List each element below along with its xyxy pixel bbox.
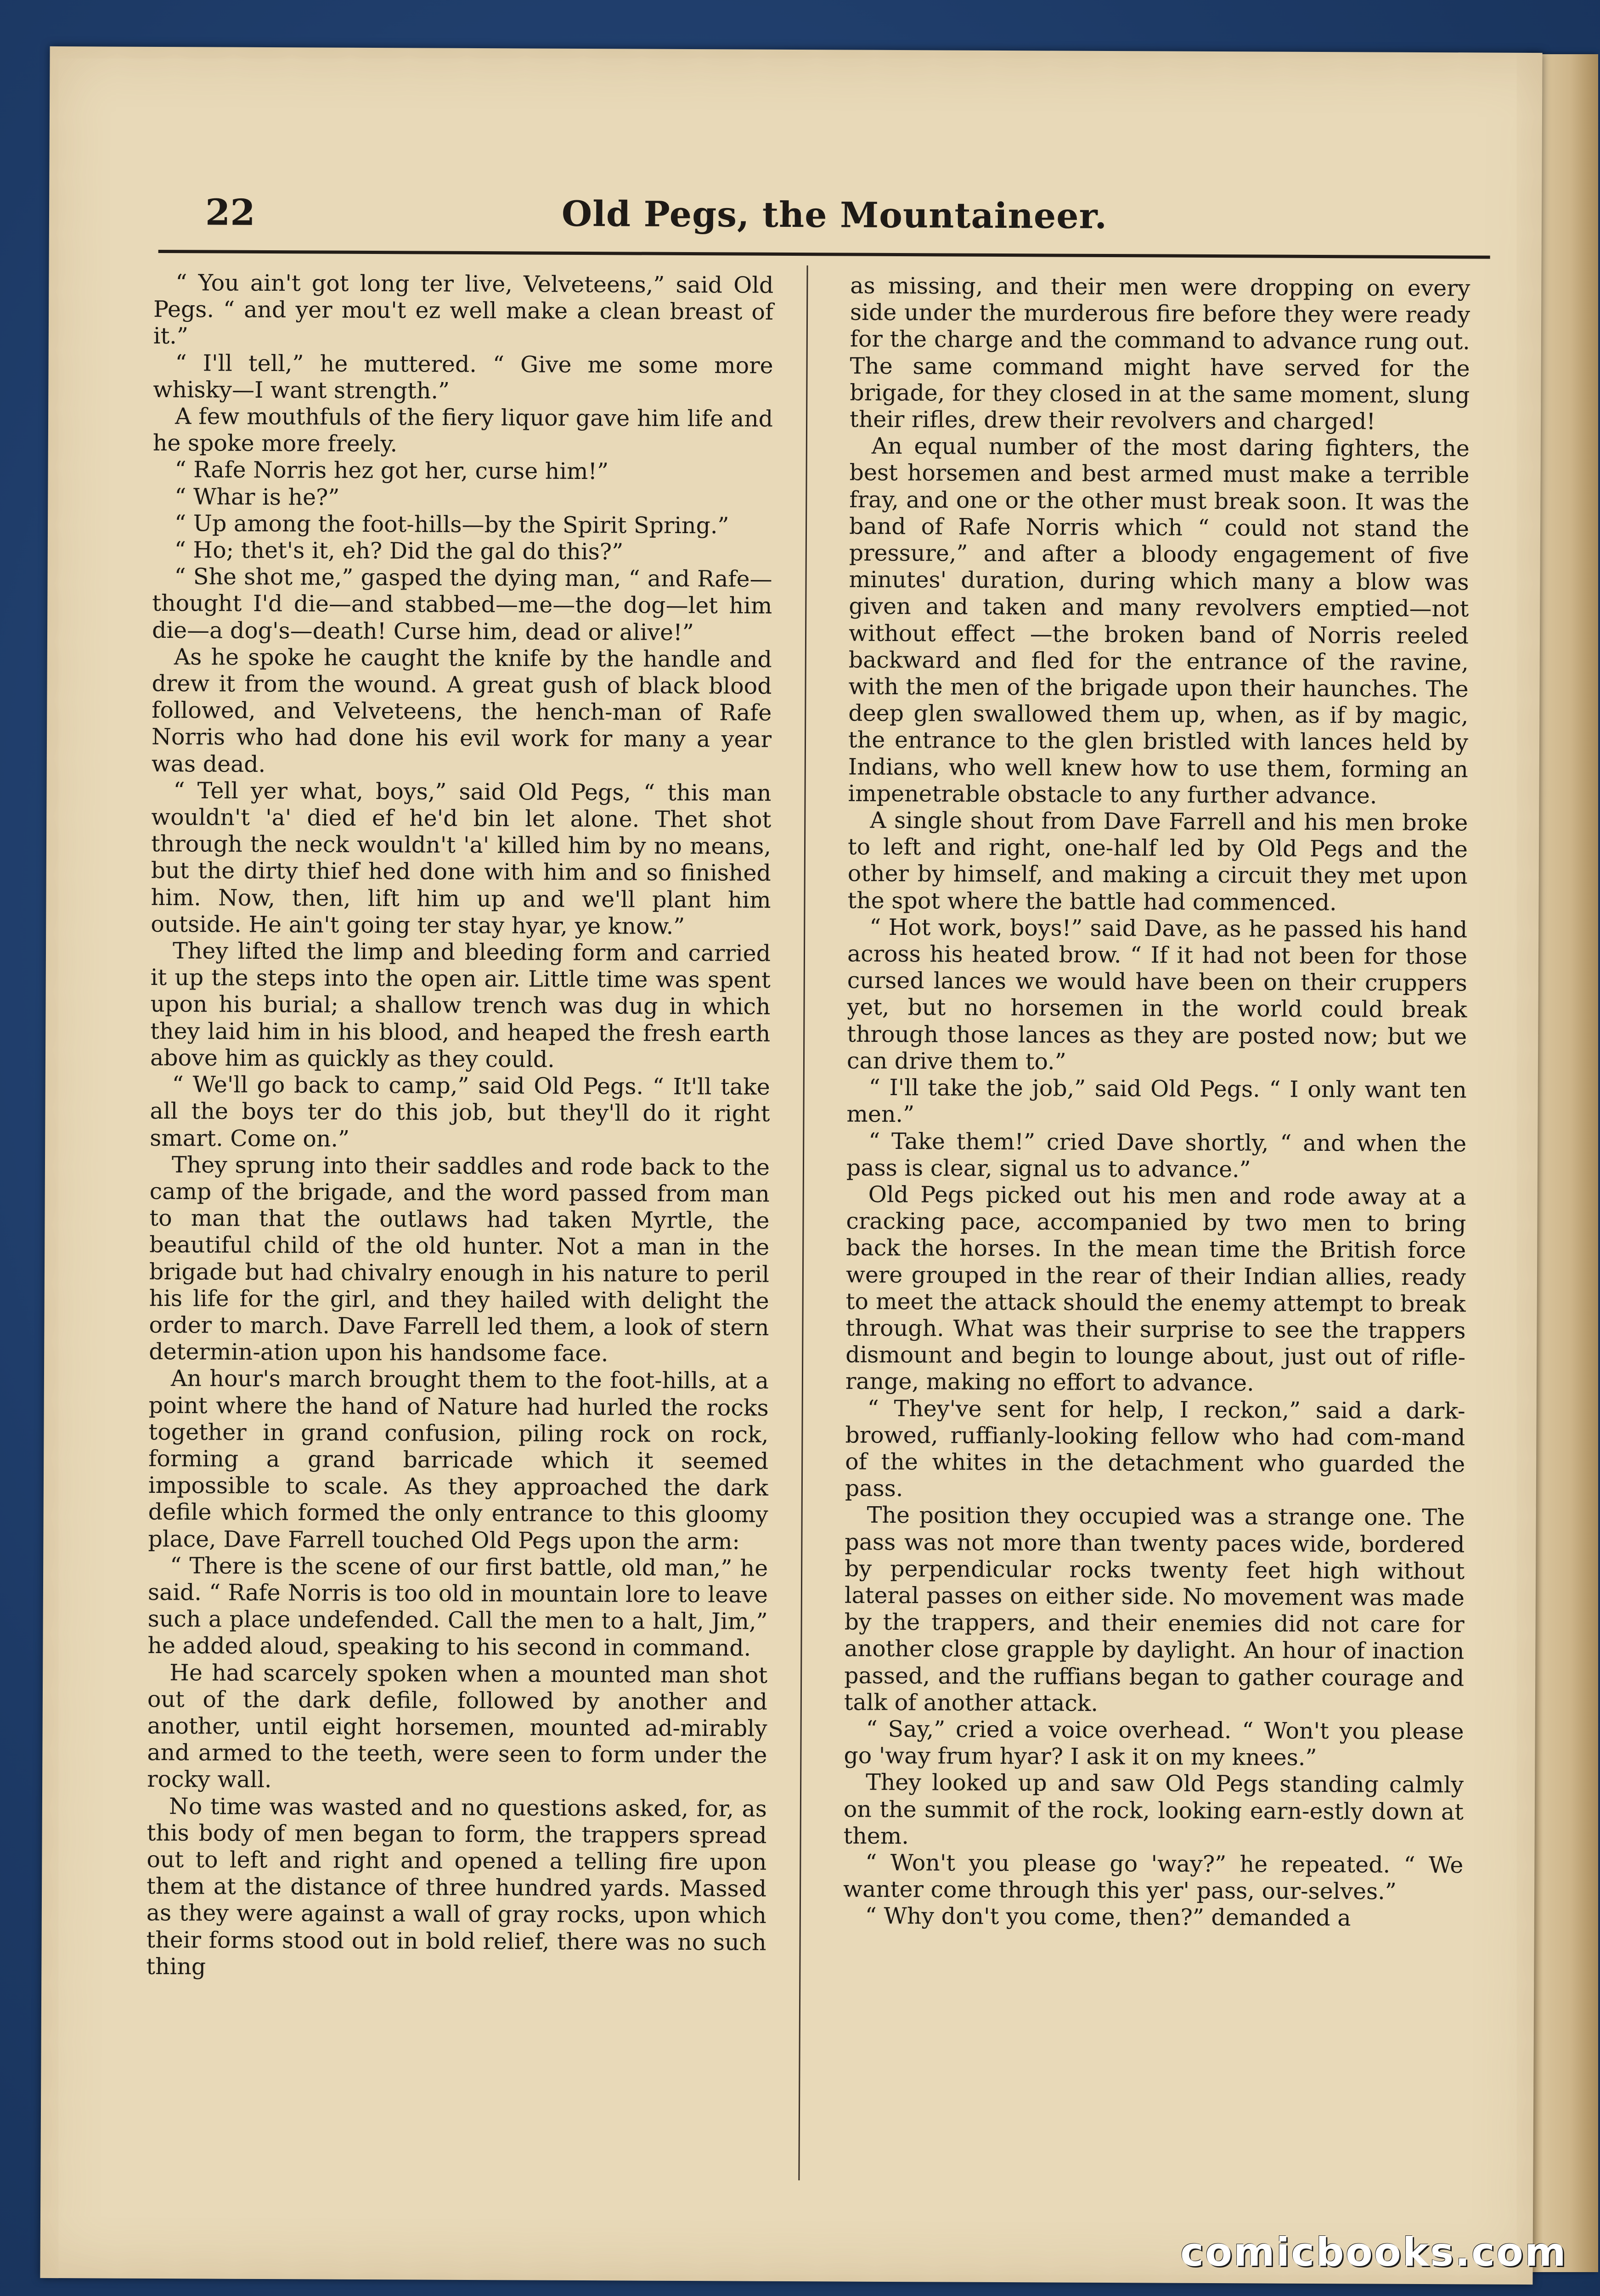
paragraph: “ Won't you please go 'way?” he repeated. “ We wanter come through this yer' pass, our-selves.” [843,1849,1464,1905]
column-divider [798,265,808,2180]
paragraph: “ Take them!” cried Dave shortly, “ and when the pass is clear, signal us to advance.” [846,1128,1467,1183]
paragraph: “ You ain't got long ter live, Velveteens,” said Old Pegs. “ and yer mou't ez well make a clean breast of it.” [153,270,774,349]
paragraph: No time was wasted and no questions asked, for, as this body of men began to form, the trappers spread out to left and right and opened a telling fire upon them at the distance of three hundred yards. Massed as they were against a wall of gray rocks, upon which their forms stood out in bold relief, there was no such thing [146,1793,767,1980]
paragraph: “ I'll tell,” he muttered. “ Give me some more whisky—I want strength.” [153,349,773,404]
right-column [843,273,1470,1932]
paragraph: “ Ho; thet's it, eh? Did the gal do this?” [174,537,624,565]
paragraph: They looked up and saw Old Pegs standing calmly on the summit of the rock, looking earn-estly down at them. [843,1769,1464,1849]
paragraph: A few mouthfuls of the fiery liquor gave him life and he spoke more freely. [152,403,773,457]
paragraph: as missing, and their men were dropping on every side under the murderous fire before they were ready for the charge and the command to advance rung out. The same command might have served for the brigade, for they closed in at the same moment, slung their rifles, drew their revolvers and charged! [849,272,1470,435]
paragraph: “ I'll take the job,” said Old Pegs. “ I only want ten men.” [846,1074,1467,1128]
paragraph: “ Rafe Norris hez got her, curse him!” [175,456,609,485]
running-head: Old Pegs, the Mountaineer. [561,193,1108,236]
paragraph: “ We'll go back to camp,” said Old Pegs. “ It'll take all the boys ter do this job, but they'll do it right smart. Come on.” [150,1071,770,1152]
paragraph: The position they occupied was a strange one. The pass was not more than twenty paces wide, bordered by perpendicular rocks twenty feet high without lateral passes on either side. No movement was made by the trappers, and their enemies did not care for another close grapple by daylight. An hour of inaction passed, and the ruffians began to gather courage and talk of another attack. [844,1502,1465,1716]
paragraph: As he spoke he caught the knife by the handle and drew it from the wound. A great gush of black blood followed, and Velveteens, the hench-man of Rafe Norris who had done his evil work for many a year was dead. [151,643,772,777]
paragraph: “ Hot work, boys!” said Dave, as he passed his hand across his heated brow. “ If it had not been for those cursed lances we would have been on their cruppers yet, but no horsemen in the world could break through those lances as they are posted now; but we can drive them to.” [846,914,1468,1075]
paragraph: “ They've sent for help, I reckon,” said a dark-browed, ruffianly-looking fellow who had com-mand of the whites in the detachment who guarded the pass. [845,1395,1465,1502]
paragraph: “ Say,” cried a voice overhead. “ Won't you please go 'way frum hyar? I ask it on my knees.” [844,1716,1464,1771]
paragraph: An equal number of the most daring fighters, the best horsemen and best armed must make a terrible fray, and one or the other must break soon. It was the band of Rafe Norris which “ could not stand the pressure,” and after a bloody engagement of five minutes' duration, during which many a blow was given and taken and many revolvers emptied—not without effect —the broken band of Norris reeled backward and fled for the entrance of the ravine, with the men of the brigade upon their haunches. The deep glen swallowed them up, when, as if by magic, the entrance to the glen bristled with lances held by Indians, who well knew how to use them, forming an impenetrable obstacle to any further advance. [848,433,1470,809]
paragraph: “ Why don't you come, then?” demanded a [865,1903,1351,1931]
paragraph: He had scarcely spoken when a mounted man shot out of the dark defile, followed by another and another, until eight horsemen, mounted ad-mirably and armed to the teeth, were seen to form under the rocky wall. [147,1659,768,1793]
watermark: comicbooks.com [1180,2229,1567,2275]
magazine-page [40,46,1542,2285]
paragraph: “ Tell yer what, boys,” said Old Pegs, “ this man wouldn't 'a' died ef he'd bin let alone. Thet shot through the neck wouldn't 'a' killed him by no means, but the dirty thief hed done with him and so finished him. Now, then, lift him up and we'll plant him outside. He ain't going ter stay hyar, ye know.” [151,777,772,940]
paragraph: Old Pegs picked out his men and rode away at a cracking pace, accompanied by two men to bring back the horses. In the mean time the British force were grouped in the rear of their Indian allies, ready to meet the attack should the enemy attempt to break through. What was their surprise to see the trappers dismount and begin to lounge about, just out of rifle-range, making no effort to advance. [845,1181,1466,1396]
paragraph: A single shout from Dave Farrell and his men broke to left and right, one-half led by Old Pegs and the other by himself, and making a circuit they met upon the spot where the battle had commenced. [847,807,1468,916]
paragraph: “ There is the scene of our first battle, old man,” he said. “ Rafe Norris is too old in mountain lore to leave such a place undefended. Call the men to a halt, Jim,” he added aloud, speaking to his second in command. [147,1552,768,1661]
left-column [146,270,773,1983]
header-rule [158,250,1490,259]
page-number: 22 [205,191,255,234]
paragraph: They sprung into their saddles and rode back to the camp of the brigade, and the word passed from man to man that the outlaws had taken Myrtle, the beautiful child of the old hunter. Not a man in the brigade but had chivalry enough in his nature to peril his life for the girl, and they hailed with delight the order to march. Dave Farrell led them, a look of stern determin-ation upon his handsome face. [149,1151,770,1367]
paragraph: “ Up among the foot-hills—by the Spirit Spring.” [174,510,729,539]
paragraph: “ Whar is he?” [175,483,340,511]
page-header [155,146,1400,236]
paragraph: “ She shot me,” gasped the dying man, “ and Rafe—thought I'd die—and stabbed—me—the dog—let him die—a dog's—death! Curse him, dead or alive!” [152,563,772,646]
paragraph: An hour's march brought them to the foot-hills, at a point where the hand of Nature had hurled the rocks together in grand confusion, piling rock on rock, forming a grand barricade which it seemed impossible to scale. As they approached the dark defile which formed the only entrance to this gloomy place, Dave Farrell touched Old Pegs upon the arm: [148,1365,769,1555]
paragraph: They lifted the limp and bleeding form and carried it up the steps into the open air. Little time was spent upon his burial; a shallow trench was dug in which they laid him in his blood, and heaped the fresh earth above him as quickly as they could. [150,938,771,1073]
